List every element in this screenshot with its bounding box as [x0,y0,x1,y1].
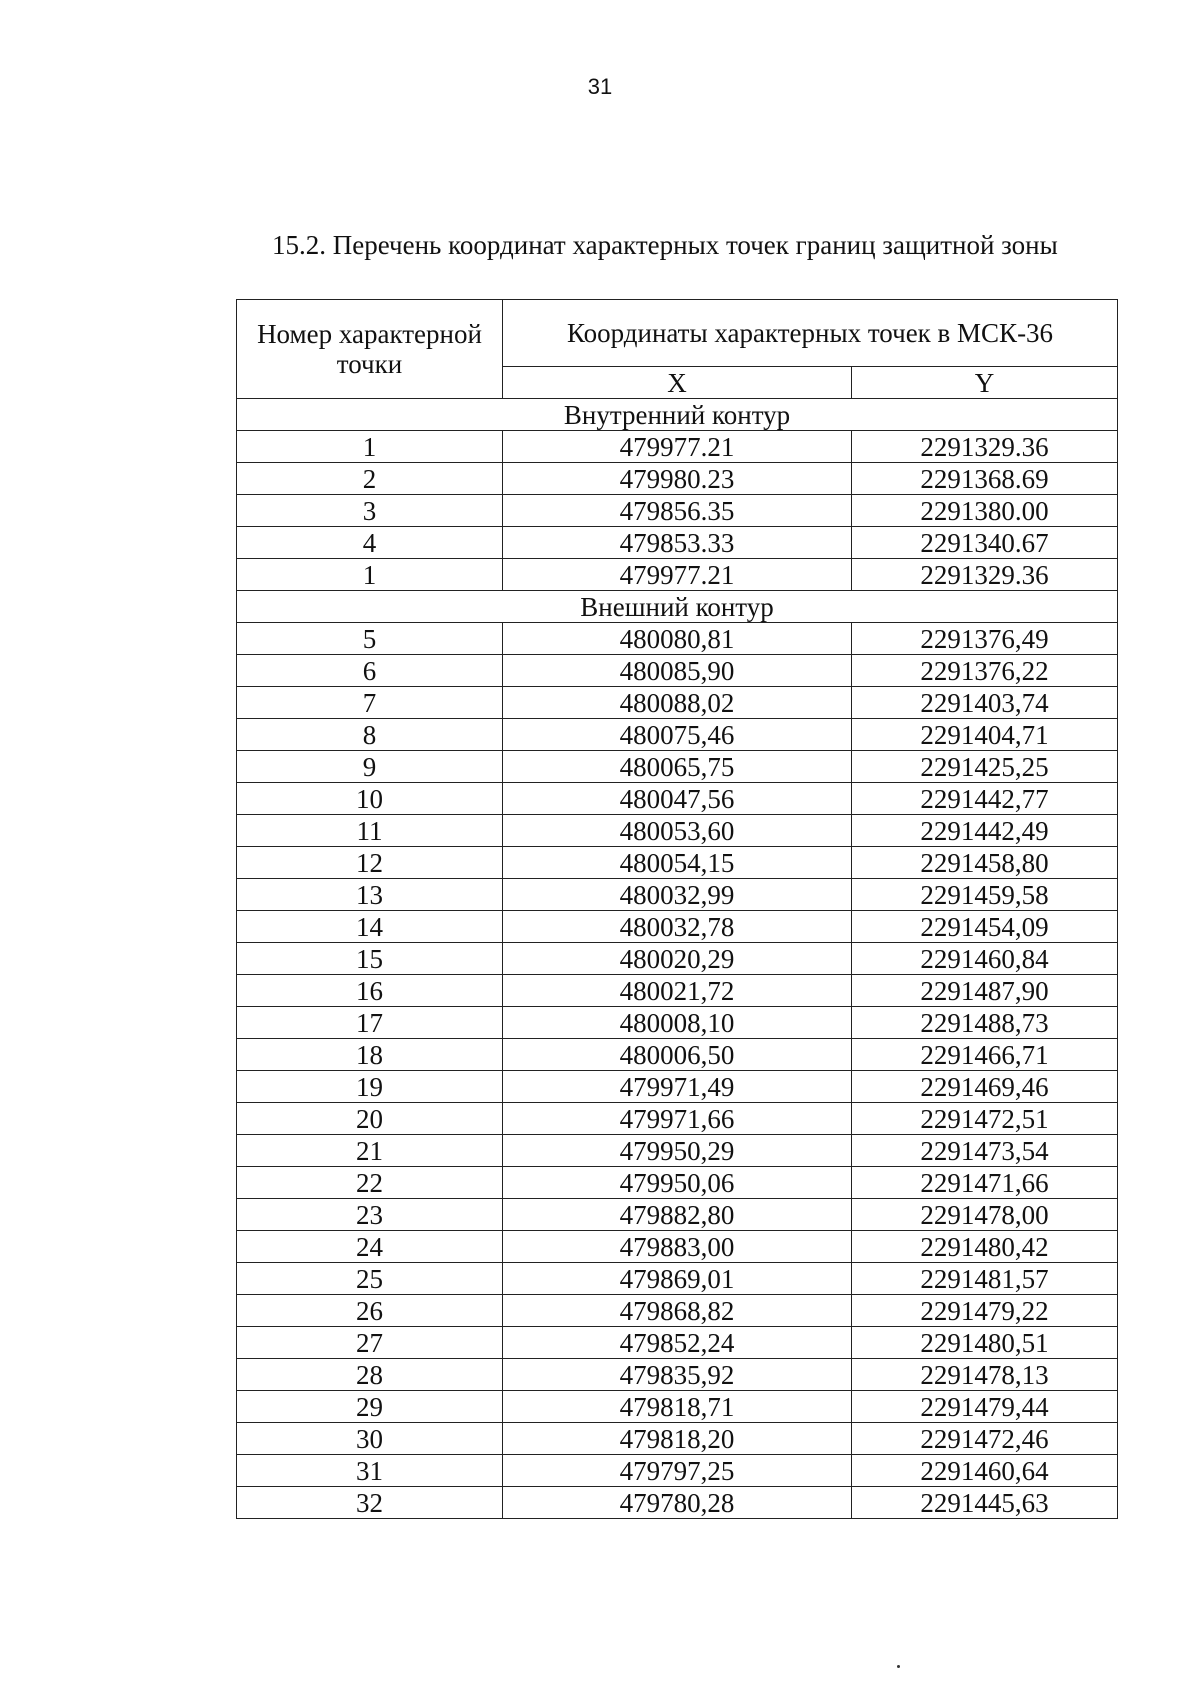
x-coordinate-cell: 480080,81 [503,623,852,655]
table-section-row [237,399,1118,431]
y-coordinate-cell: 2291380.00 [852,495,1118,527]
y-coordinate-cell: 2291480,51 [852,1327,1118,1359]
table-row [237,1135,1118,1167]
point-number-cell: 17 [237,1007,503,1039]
point-number-cell: 12 [237,847,503,879]
x-coordinate-cell: 480020,29 [503,943,852,975]
table-row [237,943,1118,975]
document-title: 15.2. Перечень координат характерных точек границ защитной зоны [272,230,1058,260]
table-row [237,1103,1118,1135]
point-number-cell: 7 [237,687,503,719]
point-number-cell: 10 [237,783,503,815]
table-header-row [237,300,1118,367]
x-coordinate-cell: 480053,60 [503,815,852,847]
header-point-number: Номер характерной точки [237,300,503,399]
x-coordinate-cell: 479977.21 [503,559,852,591]
x-coordinate-cell: 479950,29 [503,1135,852,1167]
section-title: Внутренний контур [237,399,1118,431]
x-coordinate-cell: 479853.33 [503,527,852,559]
table-row [237,1487,1118,1519]
point-number-cell: 23 [237,1199,503,1231]
table-row [237,431,1118,463]
point-number-cell: 13 [237,879,503,911]
y-coordinate-cell: 2291469,46 [852,1071,1118,1103]
y-coordinate-cell: 2291472,51 [852,1103,1118,1135]
x-coordinate-cell: 479780,28 [503,1487,852,1519]
y-coordinate-cell: 2291459,58 [852,879,1118,911]
y-coordinate-cell: 2291458,80 [852,847,1118,879]
y-coordinate-cell: 2291442,49 [852,815,1118,847]
table-row [237,1007,1118,1039]
point-number-cell: 2 [237,463,503,495]
point-number-cell: 3 [237,495,503,527]
point-number-cell: 6 [237,655,503,687]
x-coordinate-cell: 480065,75 [503,751,852,783]
x-coordinate-cell: 479980.23 [503,463,852,495]
point-number-cell: 22 [237,1167,503,1199]
y-coordinate-cell: 2291472,46 [852,1423,1118,1455]
y-coordinate-cell: 2291479,22 [852,1295,1118,1327]
header-y: Y [852,367,1118,399]
point-number-cell: 1 [237,559,503,591]
point-number-cell: 24 [237,1231,503,1263]
point-number-cell: 25 [237,1263,503,1295]
table-row [237,623,1118,655]
point-number-cell: 14 [237,911,503,943]
point-number-cell: 20 [237,1103,503,1135]
y-coordinate-cell: 2291376,49 [852,623,1118,655]
x-coordinate-cell: 479950,06 [503,1167,852,1199]
x-coordinate-cell: 480047,56 [503,783,852,815]
table-row [237,1391,1118,1423]
y-coordinate-cell: 2291460,84 [852,943,1118,975]
point-number-cell: 8 [237,719,503,751]
table-row [237,655,1118,687]
table-row [237,559,1118,591]
x-coordinate-cell: 479852,24 [503,1327,852,1359]
header-x: X [503,367,852,399]
coordinates-table [236,299,1118,1519]
y-coordinate-cell: 2291471,66 [852,1167,1118,1199]
point-number-cell: 30 [237,1423,503,1455]
table-row [237,847,1118,879]
point-number-cell: 21 [237,1135,503,1167]
table-row [237,463,1118,495]
x-coordinate-cell: 480006,50 [503,1039,852,1071]
x-coordinate-cell: 479971,66 [503,1103,852,1135]
point-number-cell: 15 [237,943,503,975]
y-coordinate-cell: 2291403,74 [852,687,1118,719]
y-coordinate-cell: 2291487,90 [852,975,1118,1007]
section-title: Внешний контур [237,591,1118,623]
x-coordinate-cell: 479856.35 [503,495,852,527]
y-coordinate-cell: 2291473,54 [852,1135,1118,1167]
y-coordinate-cell: 2291454,09 [852,911,1118,943]
table-row [237,1199,1118,1231]
table-row [237,1423,1118,1455]
y-coordinate-cell: 2291478,00 [852,1199,1118,1231]
table-row [237,783,1118,815]
table-row [237,1359,1118,1391]
x-coordinate-cell: 479882,80 [503,1199,852,1231]
coordinates-table-body [237,300,1118,1519]
table-section-row [237,591,1118,623]
table-row [237,495,1118,527]
point-number-cell: 27 [237,1327,503,1359]
y-coordinate-cell: 2291329.36 [852,559,1118,591]
x-coordinate-cell: 480032,99 [503,879,852,911]
x-coordinate-cell: 480085,90 [503,655,852,687]
point-number-cell: 29 [237,1391,503,1423]
x-coordinate-cell: 479869,01 [503,1263,852,1295]
table-row [237,1071,1118,1103]
header-coordinates: Координаты характерных точек в МСК-36 [503,300,1118,367]
table-row [237,1039,1118,1071]
y-coordinate-cell: 2291404,71 [852,719,1118,751]
point-number-cell: 26 [237,1295,503,1327]
point-number-cell: 4 [237,527,503,559]
y-coordinate-cell: 2291479,44 [852,1391,1118,1423]
point-number-cell: 28 [237,1359,503,1391]
table-row [237,687,1118,719]
page-number: 31 [587,74,613,99]
point-number-cell: 1 [237,431,503,463]
y-coordinate-cell: 2291340.67 [852,527,1118,559]
point-number-cell: 19 [237,1071,503,1103]
table-row [237,751,1118,783]
point-number-cell: 31 [237,1455,503,1487]
y-coordinate-cell: 2291478,13 [852,1359,1118,1391]
x-coordinate-cell: 480075,46 [503,719,852,751]
point-number-cell: 11 [237,815,503,847]
y-coordinate-cell: 2291425,25 [852,751,1118,783]
y-coordinate-cell: 2291368.69 [852,463,1118,495]
table-row [237,1295,1118,1327]
x-coordinate-cell: 479835,92 [503,1359,852,1391]
point-number-cell: 9 [237,751,503,783]
table-row [237,911,1118,943]
table-row [237,527,1118,559]
y-coordinate-cell: 2291329.36 [852,431,1118,463]
x-coordinate-cell: 480008,10 [503,1007,852,1039]
x-coordinate-cell: 479797,25 [503,1455,852,1487]
x-coordinate-cell: 479883,00 [503,1231,852,1263]
y-coordinate-cell: 2291445,63 [852,1487,1118,1519]
y-coordinate-cell: 2291466,71 [852,1039,1118,1071]
x-coordinate-cell: 480054,15 [503,847,852,879]
scan-speck [897,1665,900,1668]
y-coordinate-cell: 2291481,57 [852,1263,1118,1295]
x-coordinate-cell: 479818,20 [503,1423,852,1455]
x-coordinate-cell: 479971,49 [503,1071,852,1103]
table-row [237,719,1118,751]
table-row [237,1231,1118,1263]
x-coordinate-cell: 479818,71 [503,1391,852,1423]
y-coordinate-cell: 2291480,42 [852,1231,1118,1263]
y-coordinate-cell: 2291460,64 [852,1455,1118,1487]
point-number-cell: 18 [237,1039,503,1071]
table-row [237,1455,1118,1487]
x-coordinate-cell: 480021,72 [503,975,852,1007]
y-coordinate-cell: 2291442,77 [852,783,1118,815]
x-coordinate-cell: 480088,02 [503,687,852,719]
table-row [237,879,1118,911]
x-coordinate-cell: 480032,78 [503,911,852,943]
table-row [237,975,1118,1007]
table-row [237,1327,1118,1359]
x-coordinate-cell: 479868,82 [503,1295,852,1327]
point-number-cell: 32 [237,1487,503,1519]
point-number-cell: 16 [237,975,503,1007]
x-coordinate-cell: 479977.21 [503,431,852,463]
y-coordinate-cell: 2291376,22 [852,655,1118,687]
table-row [237,815,1118,847]
table-row [237,1263,1118,1295]
y-coordinate-cell: 2291488,73 [852,1007,1118,1039]
table-row [237,1167,1118,1199]
point-number-cell: 5 [237,623,503,655]
